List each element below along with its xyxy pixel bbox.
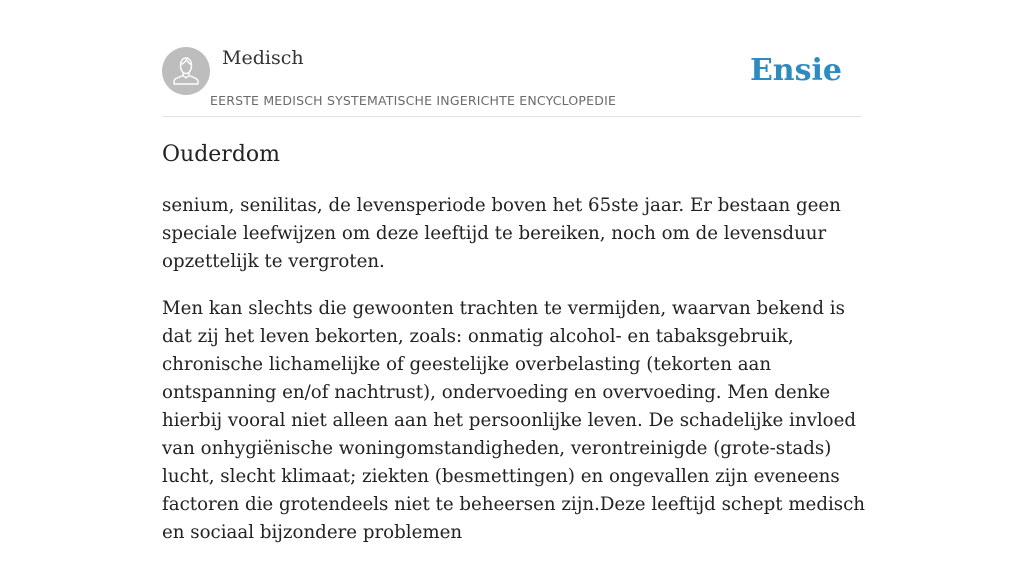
source-header — [162, 46, 862, 117]
article-body — [162, 192, 867, 566]
source-subtitle: EERSTE MEDISCH SYSTEMATISCHE INGERICHTE ENCYCLOPEDIE — [210, 93, 617, 108]
avatar[interactable] — [162, 47, 210, 95]
ensie-logo[interactable]: Ensie — [749, 53, 842, 88]
source-name[interactable]: Medisch — [222, 47, 304, 69]
article-paragraph: Men kan slechts die gewoonten trachten te vermijden, waarvan bekend is dat zij het leven bekorten, zoals: onmatig alcohol- en tabaksgebruik, chronische lichamelijke of geestelijke overbelasting (tekorten aan ontspanning en/of nachtrust), ondervoeding en overvoeding. Men denke hierbij vooral niet alleen aan het persoonlijke leven. De schadelijke invloed van onhygiënische woningomstandigheden, verontreinigde (grote-stads) lucht, slecht klimaat; ziekten (besmettingen) en ongevallen zijn eveneens factoren die grotendeels niet te beheersen zijn.Deze leeftijd schept medisch en sociaal bijzondere problemen — [162, 298, 866, 543]
article-title: Ouderdom — [162, 142, 281, 167]
article-paragraph: senium, senilitas, de levensperiode boven het 65ste jaar. Er bestaan geen speciale leefwijzen om deze leeftijd te bereiken, noch om de levensduur opzettelijk te vergroten. — [162, 195, 841, 272]
user-icon — [162, 47, 210, 95]
